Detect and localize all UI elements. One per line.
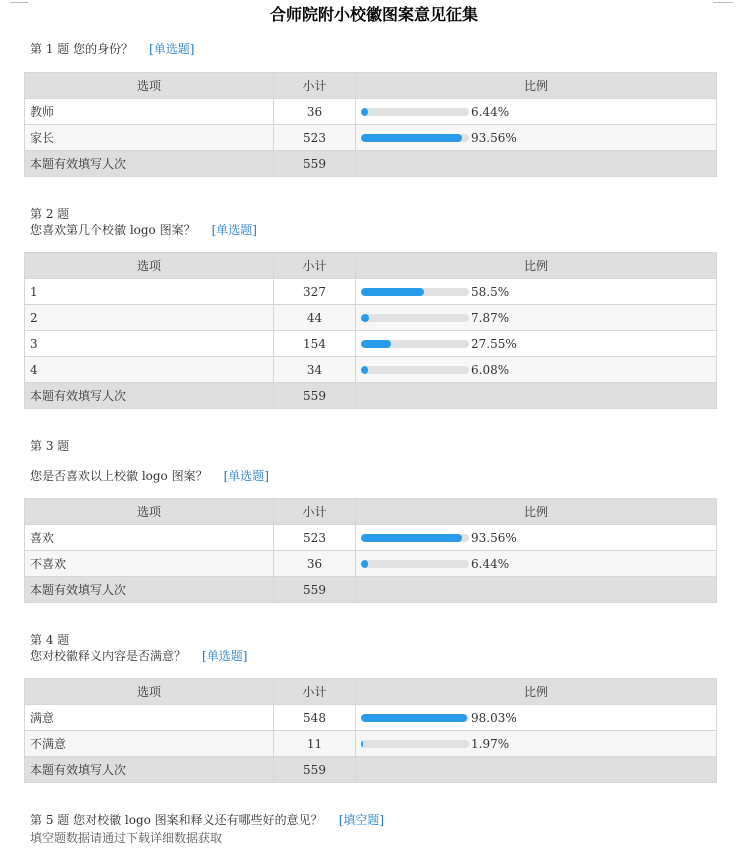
- progress-bar-track: [361, 314, 469, 322]
- question-1-type-tag[interactable]: [单选题]: [149, 42, 195, 56]
- option-percent: 1.97%: [471, 736, 510, 751]
- option-percent: 58.5%: [471, 284, 510, 299]
- progress-bar-fill: [361, 314, 369, 322]
- option-label: 满意: [25, 705, 274, 731]
- progress-bar-track: [361, 288, 469, 296]
- option-ratio: [356, 305, 717, 331]
- column-header-ratio: 比例: [356, 73, 717, 99]
- option-percent: 93.56%: [471, 130, 517, 145]
- progress-bar-track: [361, 560, 469, 568]
- option-label: 不满意: [25, 731, 274, 757]
- question-2-type-tag[interactable]: [单选题]: [211, 223, 257, 237]
- table-row: [25, 125, 717, 151]
- progress-bar-fill: [361, 534, 462, 542]
- table-header-row: [25, 679, 717, 705]
- column-header-option: 选项: [25, 73, 274, 99]
- table-header-row: [25, 73, 717, 99]
- question-1-header: [30, 41, 194, 57]
- progress-bar-fill: [361, 134, 462, 142]
- option-count: 548: [274, 705, 356, 731]
- total-empty-cell: [356, 383, 717, 409]
- progress-bar-fill: [361, 366, 368, 374]
- progress-bar-track: [361, 534, 469, 542]
- column-header-option: 选项: [25, 679, 274, 705]
- option-count: 36: [274, 99, 356, 125]
- option-count: 523: [274, 125, 356, 151]
- question-4-text: 您对校徽释义内容是否满意？: [30, 649, 187, 663]
- question-3-table: [24, 498, 717, 603]
- table-row: [25, 279, 717, 305]
- option-label: 教师: [25, 99, 274, 125]
- option-percent: 93.56%: [471, 530, 517, 545]
- question-5-text: 第 5 题 您对校徽 logo 图案和释义还有哪些好的意见？: [30, 813, 323, 827]
- progress-bar-track: [361, 714, 469, 722]
- option-count: 11: [274, 731, 356, 757]
- total-count: 559: [274, 577, 356, 603]
- option-label: 4: [25, 357, 274, 383]
- column-header-option: 选项: [25, 499, 274, 525]
- table-row: [25, 731, 717, 757]
- progress-bar-track: [361, 134, 469, 142]
- question-2-table: [24, 252, 717, 409]
- column-header-ratio: 比例: [356, 679, 717, 705]
- option-ratio: [356, 125, 717, 151]
- question-4-header: [30, 632, 247, 664]
- table-row: [25, 705, 717, 731]
- column-header-count: 小计: [274, 253, 356, 279]
- question-5-type-tag[interactable]: [填空题]: [338, 813, 385, 827]
- page-title: 合师院附小校徽图案意见征集: [269, 5, 478, 24]
- total-label: 本题有效填写人次: [25, 151, 274, 177]
- table-row: [25, 525, 717, 551]
- question-3-type-tag[interactable]: [单选题]: [223, 469, 269, 483]
- column-header-option: 选项: [25, 253, 274, 279]
- total-label: 本题有效填写人次: [25, 757, 274, 783]
- option-ratio: [356, 357, 717, 383]
- table-row: [25, 305, 717, 331]
- column-header-ratio: 比例: [356, 499, 717, 525]
- option-percent: 6.08%: [471, 362, 510, 377]
- table-total-row: [25, 577, 717, 603]
- total-empty-cell: [356, 151, 717, 177]
- column-header-count: 小计: [274, 499, 356, 525]
- total-count: 559: [274, 383, 356, 409]
- table-row: [25, 331, 717, 357]
- option-ratio: [356, 525, 717, 551]
- question-2-header: [30, 206, 257, 238]
- option-label: 2: [25, 305, 274, 331]
- question-3-text: 您是否喜欢以上校徽 logo 图案？: [30, 469, 208, 483]
- question-1-table: [24, 72, 717, 177]
- column-header-count: 小计: [274, 679, 356, 705]
- question-4-type-tag[interactable]: [单选题]: [202, 649, 248, 663]
- question-5-note: 填空题数据请通过下载详细数据获取: [30, 831, 223, 845]
- progress-bar-track: [361, 740, 469, 748]
- question-4-number: 第 4 题: [30, 633, 70, 647]
- question-5-header: [30, 812, 384, 828]
- option-label: 1: [25, 279, 274, 305]
- progress-bar-track: [361, 366, 469, 374]
- option-percent: 27.55%: [471, 336, 517, 351]
- total-label: 本题有效填写人次: [25, 577, 274, 603]
- option-percent: 7.87%: [471, 310, 510, 325]
- question-2-number: 第 2 题: [30, 207, 70, 221]
- question-3-number: 第 3 题: [30, 439, 70, 453]
- progress-bar-fill: [361, 714, 467, 722]
- total-empty-cell: [356, 757, 717, 783]
- option-count: 34: [274, 357, 356, 383]
- question-1-text: 第 1 题 您的身份？: [30, 42, 134, 56]
- option-label: 3: [25, 331, 274, 357]
- option-label: 喜欢: [25, 525, 274, 551]
- option-ratio: [356, 731, 717, 757]
- option-count: 327: [274, 279, 356, 305]
- option-count: 154: [274, 331, 356, 357]
- option-percent: 6.44%: [471, 104, 510, 119]
- progress-bar-track: [361, 108, 469, 116]
- option-count: 44: [274, 305, 356, 331]
- question-2-text: 您喜欢第几个校徽 logo 图案？: [30, 223, 196, 237]
- progress-bar-fill: [361, 288, 424, 296]
- option-count: 523: [274, 525, 356, 551]
- total-count: 559: [274, 151, 356, 177]
- table-row: [25, 551, 717, 577]
- table-total-row: [25, 757, 717, 783]
- progress-bar-fill: [361, 740, 363, 748]
- total-empty-cell: [356, 577, 717, 603]
- option-label: 家长: [25, 125, 274, 151]
- option-ratio: [356, 331, 717, 357]
- progress-bar-track: [361, 340, 469, 348]
- option-ratio: [356, 99, 717, 125]
- table-row: [25, 99, 717, 125]
- option-ratio: [356, 279, 717, 305]
- question-3-header: [30, 468, 269, 484]
- option-ratio: [356, 705, 717, 731]
- progress-bar-fill: [361, 560, 368, 568]
- option-count: 36: [274, 551, 356, 577]
- column-header-count: 小计: [274, 73, 356, 99]
- table-header-row: [25, 499, 717, 525]
- option-percent: 98.03%: [471, 710, 517, 725]
- table-header-row: [25, 253, 717, 279]
- table-row: [25, 357, 717, 383]
- option-ratio: [356, 551, 717, 577]
- progress-bar-fill: [361, 108, 368, 116]
- table-total-row: [25, 151, 717, 177]
- option-label: 不喜欢: [25, 551, 274, 577]
- column-header-ratio: 比例: [356, 253, 717, 279]
- progress-bar-fill: [361, 340, 391, 348]
- total-label: 本题有效填写人次: [25, 383, 274, 409]
- option-percent: 6.44%: [471, 556, 510, 571]
- total-count: 559: [274, 757, 356, 783]
- question-4-table: [24, 678, 717, 783]
- table-total-row: [25, 383, 717, 409]
